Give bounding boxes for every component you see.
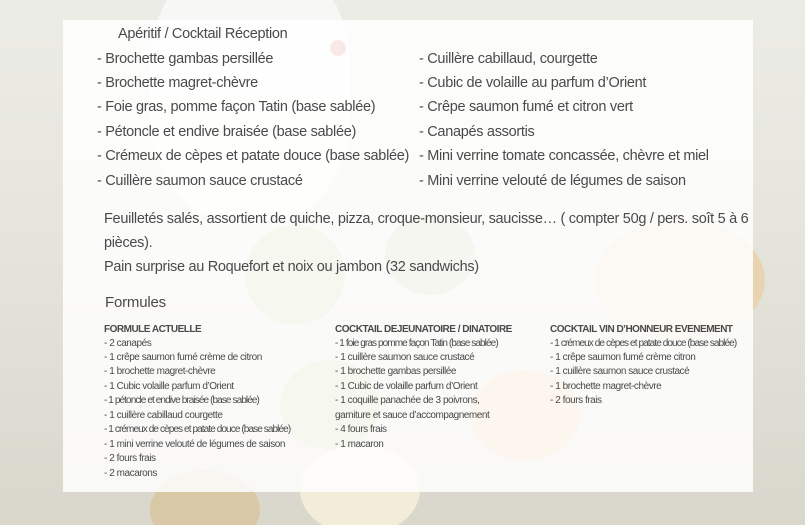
formule-title: FORMULE ACTUELLE [104, 324, 202, 335]
formule-item: - 1 pétoncle et endive braisée (base sablée) [104, 395, 259, 406]
formule-item: - 1 mini verrine velouté de légumes de saison [104, 439, 285, 450]
formule-item: garniture et sauce d’accompagnement [335, 410, 490, 421]
formule-item: - 1 foie gras pomme façon Tatin (base sablée) [335, 338, 498, 349]
intro-title: Apéritif / Cocktail Réception [118, 26, 288, 42]
list-item: - Crêpe saumon fumé et citron vert [419, 99, 633, 115]
list-item: - Foie gras, pomme façon Tatin (base sablée) [97, 99, 376, 115]
list-item: - Cuillère cabillaud, courgette [419, 51, 598, 67]
formule-item: - 1 cuillère cabillaud courgette [104, 410, 223, 421]
formule-item: - 1 brochette gambas persillée [335, 366, 457, 377]
list-item: - Mini verrine tomate concassée, chèvre et miel [419, 148, 709, 164]
formule-item: - 1 coquille panachée de 3 poivrons, [335, 395, 480, 406]
formule-item: - 1 crémeux de cèpes et patate douce (base sablée) [550, 338, 737, 349]
formule-title: COCKTAIL VIN D’HONNEUR EVENEMENT [550, 324, 733, 335]
list-item: - Cuillère saumon sauce crustacé [97, 173, 303, 189]
formule-item: - 1 Cubic volaille parfum d’Orient [104, 381, 234, 392]
list-item: - Mini verrine velouté de légumes de saison [419, 173, 686, 189]
formule-item: - 2 fours frais [550, 395, 602, 406]
list-item: - Pétoncle et endive braisée (base sablée) [97, 124, 357, 140]
formule-item: - 2 fours frais [104, 453, 156, 464]
list-item: - Brochette gambas persillée [97, 51, 274, 67]
list-item: - Brochette magret-chèvre [97, 75, 258, 91]
formule-item: - 1 crémeux de cèpes et patate douce (base sablée) [104, 424, 291, 435]
feuilletes-text-cont: pièces). [104, 235, 153, 251]
list-item: - Cubic de volaille au parfum d’Orient [419, 75, 647, 91]
formule-title: COCKTAIL DEJEUNATOIRE / DINATOIRE [335, 324, 512, 335]
formule-item: - 1 macaron [335, 439, 384, 450]
formule-item: - 1 Cubic de volaille parfum d’Orient [335, 381, 478, 392]
list-item: - Canapés assortis [419, 124, 535, 140]
formule-item: - 1 brochette magret-chèvre [104, 366, 216, 377]
feuilletes-text: Feuilletés salés, assortient de quiche, pizza, croque-monsieur, saucisse… ( compter 50g / pers. soît 5 à 6 [104, 211, 749, 227]
formules-heading: Formules [105, 294, 166, 311]
pain-surprise-text: Pain surprise au Roquefort et noix ou jambon (32 sandwichs) [104, 259, 479, 275]
formule-item: - 1 crêpe saumon fumé crème de citron [104, 352, 262, 363]
formule-item: - 1 cuillère saumon sauce crustacé [335, 352, 475, 363]
list-item: - Crémeux de cèpes et patate douce (base sablée) [97, 148, 410, 164]
formule-item: - 1 brochette magret-chèvre [550, 381, 662, 392]
formule-item: - 1 cuillère saumon sauce crustacé [550, 366, 690, 377]
formule-item: - 4 fours frais [335, 424, 387, 435]
formule-item: - 2 canapés [104, 338, 152, 349]
formule-item: - 1 crêpe saumon fumé crème citron [550, 352, 696, 363]
formule-item: - 2 macarons [104, 468, 157, 479]
